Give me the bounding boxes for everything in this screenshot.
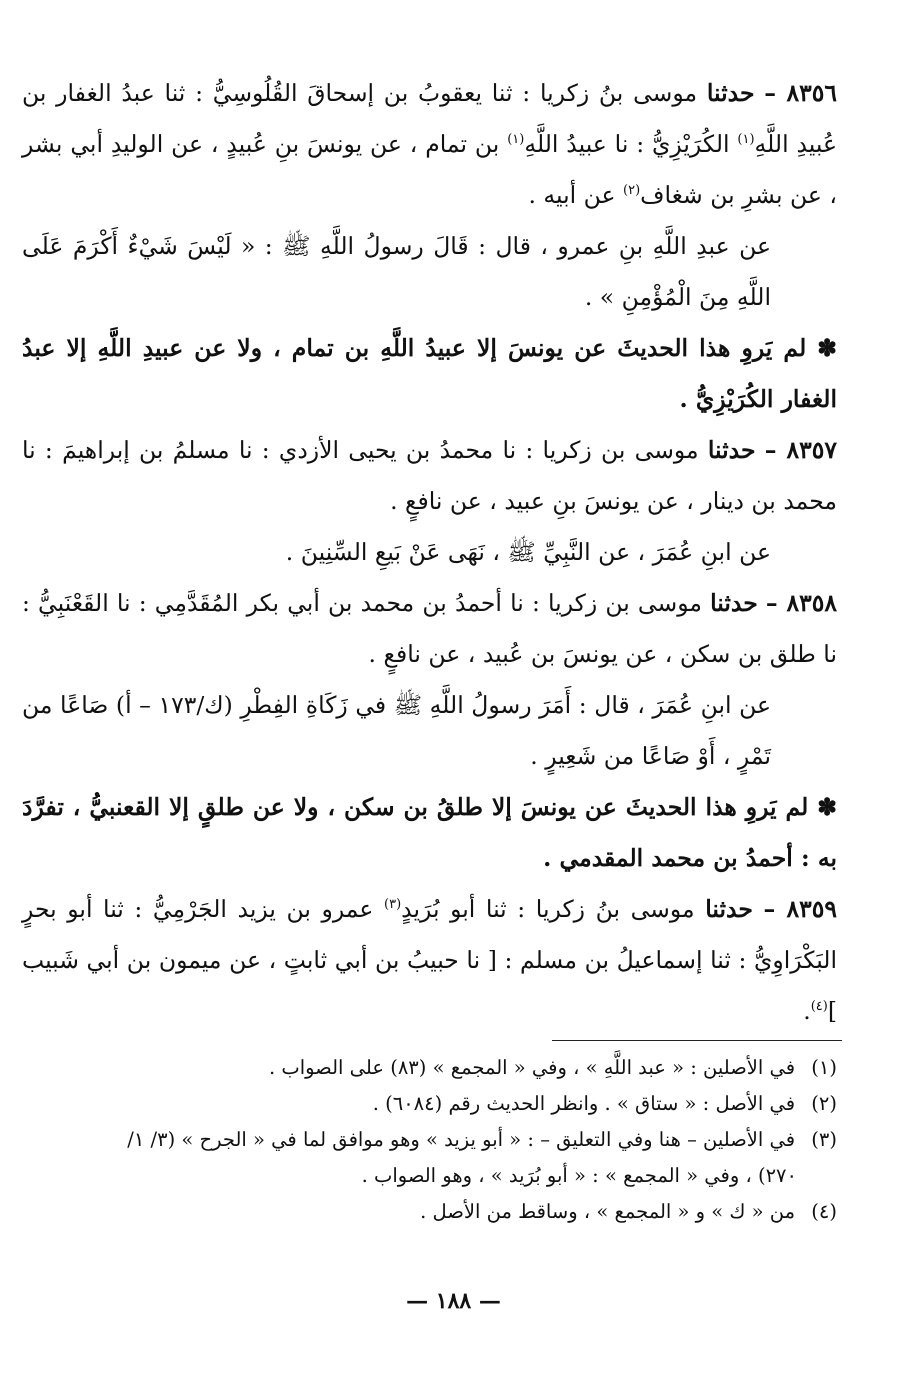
footnote-item [22,1122,837,1158]
isnad-text: بن تمام ، عن يونسَ بنِ عُبيدٍ ، عن الوليدِ أبي بشر ، عن بشرِ بن شغاف [22,130,837,209]
hadith-isnad [22,425,837,527]
narration-verb: حدثنا [707,436,756,464]
footnote-item [22,1050,837,1086]
isnad-text: الكُرَيْزِيُّ : نا عبيدُ اللَّهِ [524,130,730,158]
footnote-number: (١) [811,1056,837,1079]
narration-verb: حدثنا [706,79,755,107]
footnote-divider [552,1040,842,1041]
hadith-matn: عن عبدِ اللَّهِ بنِ عمرو ، قال : قَالَ رسولُ اللَّهِ ﷺ : « لَيْسَ شَيْءٌ أَكْرَمَ عَلَى اللَّهِ مِنَ الْمُؤْمِنِ » . [22,232,771,311]
hadith-isnad [22,578,837,680]
hadith-number: ٨٣٥٦ – [764,79,837,107]
footnote-text: من « ك » و « المجمع » ، وساقط من الأصل . [420,1200,796,1223]
footnote-text: في الأصلين : « عبد اللَّهِ » ، وفي « المجمع » (٨٣) على الصواب . [268,1056,796,1079]
footnote-text: في الأصلين – هنا وفي التعليق – : « أبو يزيد » وهو موافق لما في « الجرح » (٣/ ١/ [127,1128,796,1151]
footnote-number: (٢) [811,1092,837,1115]
footnote-ref[interactable]: (١) [507,132,525,148]
hadith-isnad [22,884,837,1037]
hadith-isnad [22,68,837,221]
hadith-matn: عن ابنِ عُمَرَ ، عن النَّبِيِّ ﷺ ، نَهَى عَنْ بَيعِ السِّنِينَ . [285,538,771,566]
isnad-text: موسى بن زكريا : نا أحمدُ بن محمد بن أبي بكر المُقَدَّمِي : نا القَعْنَبِيُّ : نا طلق بن سكن ، عن يونسَ بن عُبيد ، عن نافعٍ . [22,589,837,668]
main-text [22,68,837,1037]
narration-verb: حدثنا [710,589,758,617]
narration-verb: حدثنا [705,895,753,923]
isnad-text: موسى بنُ زكريا : ثنا يعقوبُ بن إسحاقَ القُلُوسِيُّ : ثنا عبدُ الغفار بن عُبيدِ اللَّهِ [22,79,837,158]
isnad-text: موسى بنُ زكريا : ثنا أبو بُرَيدٍ [401,895,695,923]
footnote-item [22,1086,837,1122]
footnote-ref[interactable]: (١) [737,132,755,148]
isnad-text: عمرو بن يزيد الجَرْمِيُّ : ثنا أبو بحرٍ البَكْرَاوِيُّ : ثنا إسماعيلُ بن مسلم : [ نا حبيبُ بن أبي ثابتٍ ، عن ميمون بن أبي شَبيب ] [22,895,837,1025]
page-number: — ١٨٨ — [406,1288,501,1314]
footnote-number: (٣) [811,1128,837,1151]
footnote-continuation: ٢٧٠) ، وفي « المجمع » : « أبو بُرَيد » ، وهو الصواب . [361,1164,797,1187]
hadith-number: ٨٣٥٧ – [764,436,837,464]
footnotes [22,1050,837,1230]
isnad-text: . [803,997,811,1025]
footnote-item [22,1194,837,1230]
hadith-matn: عن ابنِ عُمَرَ ، قال : أَمَرَ رسولُ اللَّهِ ﷺ في زَكَاةِ الفِطْرِ (ك/١٧٣ – أ) صَاعًا من تَمْرٍ ، أَوْ صَاعًا من شَعِيرٍ . [22,691,771,770]
isnad-text: موسى بن زكريا : نا محمدُ بن يحيى الأزدي : نا مسلمُ بن إبراهيمَ : نا محمد بن دينار ، عن يونسَ بنِ عبيد ، عن نافعٍ . [22,436,837,515]
footnote-number: (٤) [811,1200,837,1223]
hadith-note: ✽ لم يَروِ هذا الحديثَ عن يونسَ إلا طلقُ بن سكن ، ولا عن طلقٍ إلا القعنبيُّ ، تفرَّدَ به : أحمدُ بن محمد المقدمي . [22,793,837,872]
hadith-note: ✽ لم يَروِ هذا الحديثَ عن يونسَ إلا عبيدُ اللَّهِ بن تمام ، ولا عن عبيدِ اللَّهِ إلا عبدُ الغفار الكُرَيْزِيُّ . [22,334,837,413]
footnote-ref[interactable]: (٣) [384,897,402,913]
footnote-ref[interactable]: (٤) [810,999,828,1015]
footnote-text: في الأصل : « ستاق » . وانظر الحديث رقم (٦٠٨٤) . [372,1092,796,1115]
isnad-text: عن أبيه . [528,181,616,209]
hadith-number: ٨٣٥٩ – [763,895,837,923]
hadith-number: ٨٣٥٨ – [765,589,837,617]
footnote-ref[interactable]: (٢) [623,183,641,199]
